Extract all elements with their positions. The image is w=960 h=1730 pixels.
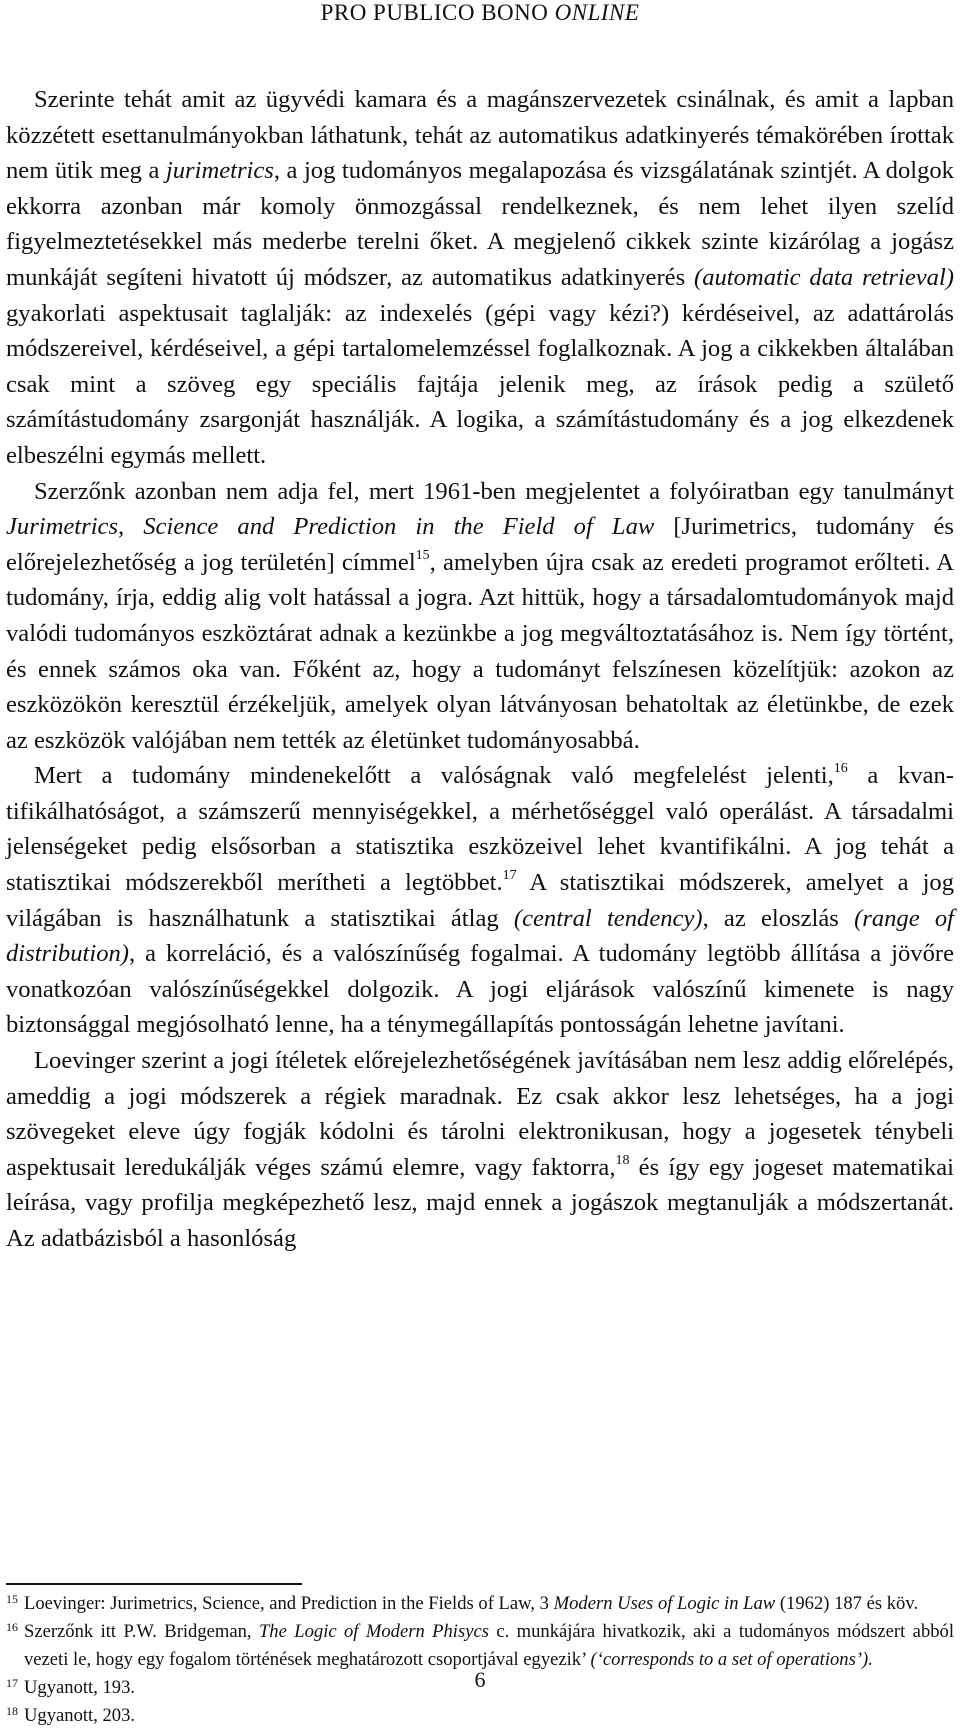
text-run: [Jurimetrics, tudomány és előrejelezhetőség a jog területén] címmel [6,513,954,576]
journal-title-suffix: ONLINE [554,0,640,25]
footnote-ref-15[interactable]: 15 [415,547,430,563]
italic-title: Jurimetrics, Science and Prediction in the Field of Law [6,513,655,541]
footnote-text: Szerzőnk itt P.W. Bridgeman, [24,1621,259,1642]
text-run: , a korreláció, és a valószínűség fogalmai. A tudomány legtöbb állítása a jövőre vonatkozóan valószínűségekkel dolgozik. A jogi eljárások valószínű kimenete is nagy biztonsággal megjósolható lenne, ha a ténymegállapítás pontosságán lehetne javítani. [6,940,954,1039]
page-number: 6 [474,1667,486,1692]
journal-title: PRO PUBLICO BONO [320,0,549,25]
running-header [0,0,960,26]
footnote-text: Ugyanott, 193. [24,1677,136,1698]
text-run: gyakorlati aspektusait taglalják: az indexelés (gépi vagy kézi?) kérdéseivel, az adattárolás módszereivel, kérdéseivel, a gépi tartalomelemzéssel foglalkoznak. A jog a cikkekben általában csak mint a szöveg egy speciális fajtája jelenik meg, az írások pedig a születő számítástudomány zsargonját használják. A logika, a számítástudomány és a jog elkezdenek elbeszélni egymás mellett. [6,299,954,469]
footnote-number: 18 [6,1704,18,1718]
text-run: Loevinger szerint a jogi ítéletek előrejelezhetőségének javításában nem lesz addig előrelépés, ameddig a jogi módszerek a régiek maradnak. Ez csak akkor lesz lehetséges, ha a jogi szövegeket eleve úgy fogják kódolni és tárolni elektronikusan, hogy a jogesetek ténybeli aspektusait leredukálják véges számú elemre, vagy faktorra, [6,1047,954,1181]
text-run: és így egy jogeset matematikai leírása, vagy profilja megképezhető lesz, majd ennek a jogászok megtanulják a módszertanát. Az adatbázisból a hasonlóság [6,1153,954,1252]
text-run: , az eloszlás [702,904,855,932]
footnote-number: 15 [6,1592,18,1606]
text-run: , amelyben újra csak az eredeti programot erőlteti. A tudomány, írja, eddig alig volt hatással a jogra. Azt hittük, hogy a társadalomtudományok majd valódi tudományos eszköztárat adnak a kezünkbe a jog megváltoztatásához is. Nem így történt, és ennek számos oka van. Főként az, hogy a tudományt felszínesen közelítjük: azokon az eszközökön keresztül érzékeljük, amelyek olyan látványosan behatoltak az életünkbe, de ezek az eszközök valójában nem tették az életünket tudományosabbá. [6,548,954,754]
footnote-text: c. munkájára hivatkozik, aki a tudományos módszert abból vezeti le, hogy egy fogalom történések meghatározott csoportjával egyezik’ [24,1621,954,1670]
footnote-ref-17[interactable]: 17 [502,867,517,883]
italic-term: (range of distribution) [6,904,954,968]
footnote-text: Loevinger: Jurimetrics, Science, and Prediction in the Fields of Law, 3 [24,1593,554,1614]
footnote-text: Ugyanott, 203. [24,1705,136,1726]
footnote-italic: Modern Uses of Logic in Law [553,1593,776,1614]
italic-term: (automatic data retrieval) [694,263,954,291]
footnote-ref-16[interactable]: 16 [833,761,848,777]
footnotes [6,1590,954,1730]
body-text [6,82,954,1257]
paragraph-3 [6,758,954,1043]
italic-term: jurimetrics [165,157,274,185]
text-run: a kvantifikálhatóságot, a számszerű mennyiségekkel, a mérhetőséggel való operálást. A társadalmi jelenségeket pedig elsősorban a statisztika eszközeivel lehet kvantifikálni. A jog tehát a statisztikai módszerekből merítheti a legtöbbet. [6,762,954,897]
paragraph-4 [6,1043,954,1257]
text-run: Szerinte tehát amit az ügyvédi kamara és a magánszervezetek csinálnak, és amit a lapban közzétett esettanulmányokban láthatunk, tehát az automatikus adatkinyerés témakörében írottak nem ütik meg a [6,86,954,185]
paragraph-2 [6,474,954,759]
footnote-ref-18[interactable]: 18 [615,1152,630,1168]
text-run: Szerzőnk azonban nem adja fel, mert 1961-ben megjelentet a folyóiratban egy tanulmányt [34,477,954,505]
footnote-18 [6,1702,954,1730]
footnote-15 [6,1590,954,1618]
footnote-16 [6,1618,954,1674]
footnote-number: 17 [6,1676,18,1690]
text-run: , a jog tudományos megalapozása és vizsgálatának szintjét. A dolgok ekkorra azonban már komoly önmozgással rendelkeznek, és nem lehet ilyen szelíd figyelmeztetésekkel más mederbe terelni őket. A megjelenő cikkek szinte kizárólag a jogász munkáját segíteni hivatott új módszer, az automatikus adatkinyerés [6,157,954,291]
footnote-italic: (‘corresponds to a set of operations’). [590,1649,873,1670]
text-run: A statisztikai módszerek, amelyet a jog világában is használhatunk a statisztikai átlag [6,869,954,932]
footnote-separator [6,1583,302,1585]
paragraph-1 [6,82,954,474]
text-run: Mert a tudomány mindenekelőtt a valóságnak való megfelelést jelenti, [34,762,834,790]
footnote-text: (1962) 187 és köv. [775,1593,919,1614]
italic-term: (central tendency) [513,904,703,932]
footnote-italic: The Logic of Modern Phisycs [258,1621,489,1642]
footnote-number: 16 [6,1620,18,1634]
